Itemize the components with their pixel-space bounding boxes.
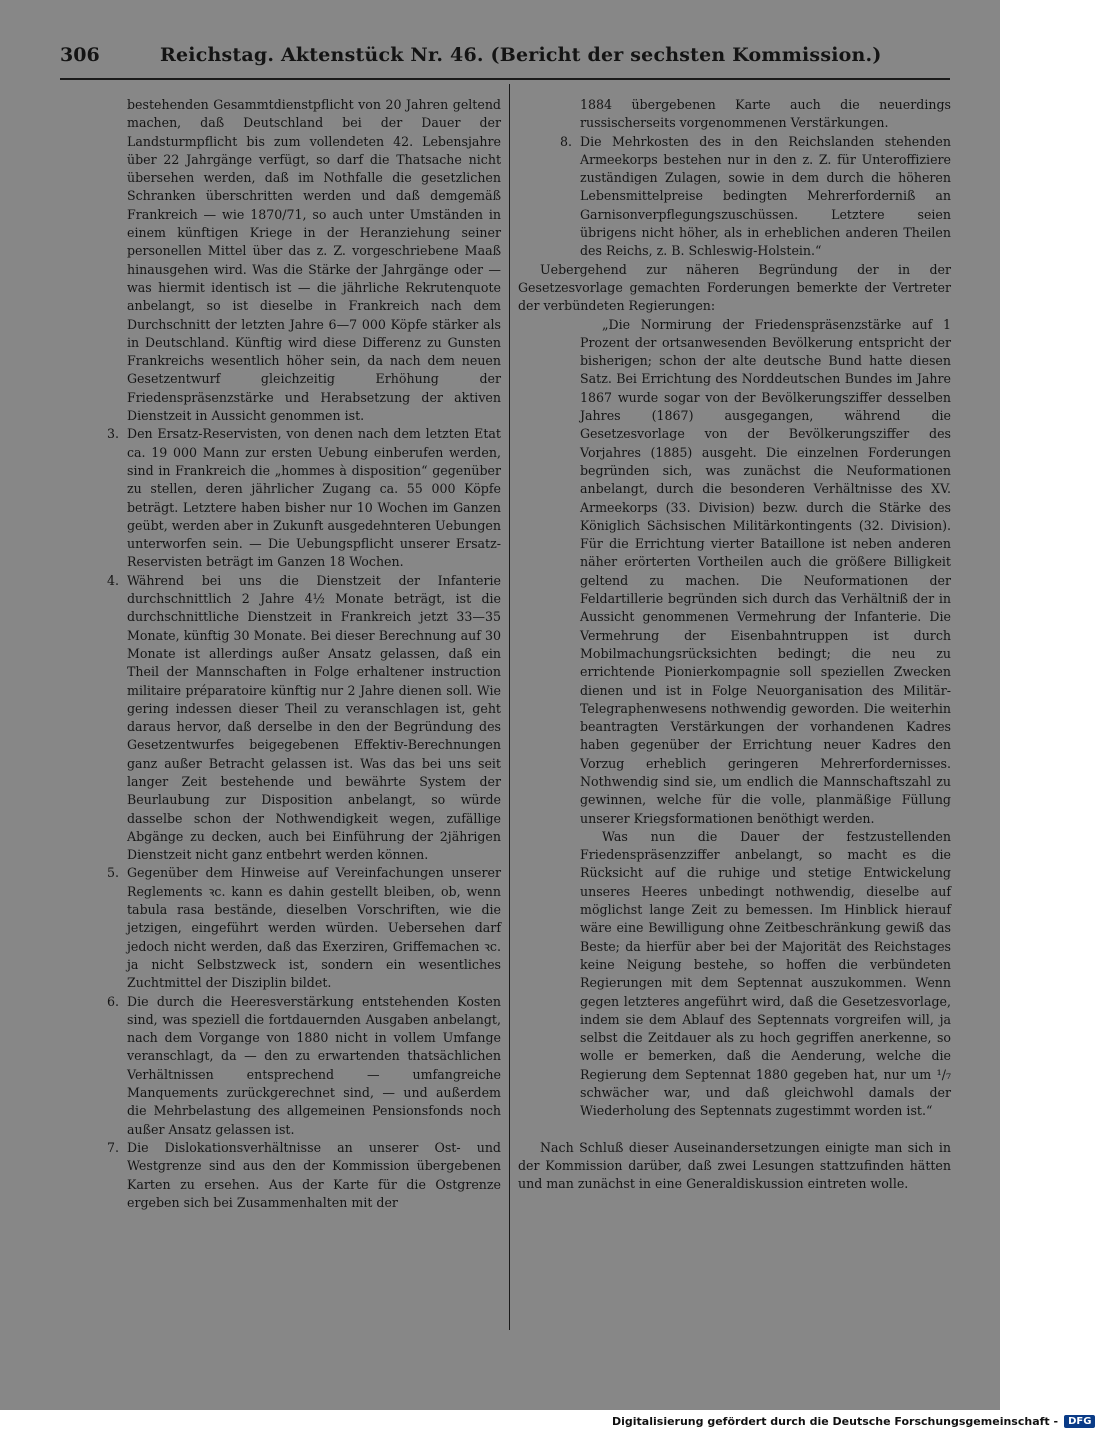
item-text: Die Dislokationsverhältnisse an unserer Ost- und Westgrenze sind aus den der Kommission übergebenen Karten zu ersehen. Aus der Karte für die Ostgrenze ergeben sich bei Zusammenhalten mit der [127,1139,501,1210]
item-number: 4. [107,572,120,588]
list-item [107,1139,501,1212]
item-number: 6. [107,993,120,1009]
item-number: 7. [107,1139,120,1155]
item-text: Gegenüber dem Hinweise auf Vereinfachungen unserer Reglements ꝛc. kann es dahin gestellt bleiben, ob, wenn tabula rasa bestände, dieselben Vorschriften, wie die jetzigen, eingeführt werden würden. Uebersehen darf jedoch nicht werden, daß das Exerziren, Griffemachen ꝛc. ja nicht Selbstzweck ist, sondern ein wesentliches Zuchtmittel der Disziplin bildet. [127,865,501,991]
item-text: Die Mehrkosten des in den Reichslanden stehenden Armeekorps bestehen nur in den z. Z. für Unteroffiziere zuständigen Zulagen, sowie in dem durch die höheren Lebensmittelpreise bedingten Mehrerforderniß an Garnisonverpflegungszuschüssen. Letztere seien übrigens nicht höher, als in erheblichen anderen Theilen des Reichs, z. B. Schleswig-Holstein.“ [580,133,951,259]
paragraph-continued: bestehenden Gesammtdienstpflicht von 20 Jahren geltend machen, daß Deutschland bei der Dauer der Landsturmpflicht bis zum vollendeten 42. Lebensjahre über 22 Jahrgänge verfügt, so darf die Thatsache nicht übersehen werden, daß im Nothfalle die gesetzlichen Schranken überschritten werden und daß demgemäß Frankreich — wie 1870/71, so auch unter Umständen in einem künftigen Kriege in der Heranziehung seiner personellen Mittel über das z. Z. vorgeschriebene Maaß hinausgehen wird. Was die Stärke der Jahrgänge oder — was hiermit identisch ist — die jährliche Rekrutenquote anbelangt, so ist dieselbe in Frankreich nach dem Durchschnitt der letzten Jahre 6—7 000 Köpfe stärker als in Deutschland. Künftig wird diese Differenz zu Gunsten Frankreichs wesentlich höher sein, da nach dem neuen Gesetzentwurf gleichzeitig Erhöhung der Friedenspräsenzstärke und Herabsetzung der aktiven Dienstzeit in Aussicht genommen ist. [127,97,501,424]
quote-paragraph: Was nun die Dauer der festzustellenden Friedenspräsenzziffer anbelangt, so macht es die Rücksicht auf die ruhige und stetige Entwickelung unseres Heeres unbedingt nothwendig, dieselbe auf möglichst lange Zeit zu bemessen. Im Hinblick hierauf wäre eine Bewilligung ohne Zeitbeschränkung gewiß das Beste; da hierfür aber bei der Majorität des Reichstages keine Neigung bestehe, so hoffen die verbündeten Regierungen mit dem Septennat auszukommen. Wenn gegen letzteres angeführt wird, daß die Gesetzesvorlage, indem sie dem Ablauf des Septennats vorgreifen will, ja selbst die Zeitdauer als zu hoch gegriffen anerkenne, so wolle er bemerken, daß die Aenderung, welche die Regierung dem Septennat 1880 gegeben hat, nur um ¹/₇ schwächer war, und daß gleichwohl damals der Wiederholung des Septennats zugestimmt worden ist.“ [580,828,951,1119]
item-number: 8. [560,133,573,149]
item-text: Während bei uns die Dienstzeit der Infanterie durchschnittlich 2 Jahre 4½ Monate beträgt, ist die durchschnittliche Dienstzeit in Frankreich jetzt 33—35 Monate, künftig 30 Monate. Bei dieser Berechnung auf 30 Monate ist allerdings außer Ansatz gelassen, daß ein Theil der Mannschaften in Folge erhaltener instruction militaire préparatoire künftig nur 2 Jahre dienen soll. Wie gering indessen dieser Theil zu veranschlagen ist, geht daraus hervor, daß derselbe in den der Begründung des Gesetzentwurfes beigegebenen Effektiv-Berechnungen ganz außer Betracht gelassen ist. Was das bei uns seit langer Zeit bestehende und bewährte System der Beurlaubung zur Disposition anbelangt, so würde dasselbe schon der Nothwendigkeit wegen, zufällige Abgänge zu decken, auch bei Einführung der 2jährigen Dienstzeit nicht ganz entbehrt werden können. [127,572,501,863]
header-rule [60,78,950,80]
credit-text: Digitalisierung gefördert durch die Deutsche Forschungsgemeinschaft - [612,1415,1059,1428]
list-item [560,133,951,261]
government-statement [518,316,951,1121]
list-item [107,425,501,571]
item-number: 3. [107,426,120,442]
intro-paragraph: Uebergehend zur näheren Begründung der in der Gesetzesvorlage gemachten Forderungen bemerkte der Vertreter der verbündeten Regierungen: [518,261,951,314]
left-column [107,96,501,1212]
item-number: 5. [107,865,120,881]
item-continuation: 1884 übergebenen Karte auch die neuerdings russischerseits vorgenommenen Verstärkungen. [580,97,951,131]
item-text: Die durch die Heeresverstärkung entstehenden Kosten sind, was speziell die fortdauernden Ausgaben anbelangt, nach dem Vorgange von 1880 nicht in vollem Umfange veranschlagt, da — den zu erwartenden thatsächlichen Verhältnissen entsprechend — umfangreiche Manquements zurückgerechnet sind, — und außerdem die Mehrbelastung des allgemeinen Pensionsfonds noch außer Ansatz gelassen ist. [127,993,501,1137]
list-item [107,572,501,865]
spacer [518,1121,951,1139]
list-item [107,993,501,1139]
dfg-logo: DFG [1064,1415,1095,1428]
column-divider [509,84,510,1330]
right-column [518,96,951,1194]
list-item [107,864,501,992]
item-text: Den Ersatz-Reservisten, von denen nach dem letzten Etat ca. 19 000 Mann zur ersten Uebung einberufen werden, sind in Frankreich die „hommes à disposition“ gegenüber zu stellen, deren jährlicher Zugang ca. 55 000 Köpfe beträgt. Letztere haben bisher nur 10 Wochen im Ganzen geübt, werden aber in Zukunft ausgedehnteren Uebungen unterworfen sein. — Die Uebungspflicht unserer Ersatz-Reservisten beträgt im Ganzen 18 Wochen. [127,426,501,570]
digitization-credit [612,1411,1095,1432]
page-number: 306 [60,44,100,66]
closing-paragraph: Nach Schluß dieser Auseinandersetzungen einigte man sich in der Kommission darüber, daß zwei Lesungen stattzufinden hätten und man zunächst in eine Generaldiskussion eintreten wolle. [518,1139,951,1192]
page-header [60,44,950,74]
running-title: Reichstag. Aktenstück Nr. 46. (Bericht der sechsten Kommission.) [160,44,882,66]
quote-paragraph: „Die Normirung der Friedenspräsenzstärke auf 1 Prozent der ortsanwesenden Bevölkerung entspricht der bisherigen; schon der alte deutsche Bund hatte diesen Satz. Bei Errichtung des Norddeutschen Bundes im Jahre 1867 wurde sogar von der Bevölkerungsziffer desselben Jahres (1867) ausgegangen, während die Gesetzesvorlage von der Bevölkerungsziffer des Vorjahres (1885) ausgeht. Die einzelnen Forderungen begründen sich, was zunächst die Neuformationen anbelangt, durch die besonderen Verhältnisse des XV. Armeekorps (33. Division) bezw. durch die Stärke des Königlich Sächsischen Militärkontingents (32. Division). Für die Errichtung vierter Bataillone ist neben anderen näher erörterten Vortheilen auch die größere Billigkeit geltend zu machen. Die Neuformationen der Feldartillerie begründen sich durch das Verhältniß der in Aussicht genommenen Vermehrung der Infanterie. Die Vermehrung der Eisenbahntruppen ist durch Mobilmachungsrücksichten bedingt; die neu zu errichtende Pionierkompagnie soll speziellen Zwecken dienen und ist in Folge Neuorganisation des Militär-Telegraphenwesens nothwendig geworden. Die weiterhin beantragten Verstärkungen der vorhandenen Kadres haben gegenüber der Errichtung neuer Kadres den Vorzug erheblich geringeren Mehrerfordernisses. Nothwendig sind sie, um endlich die Mannschaftszahl zu gewinnen, welche für die volle, planmäßige Füllung unserer Kriegsformationen benöthigt werden. [580,316,951,826]
